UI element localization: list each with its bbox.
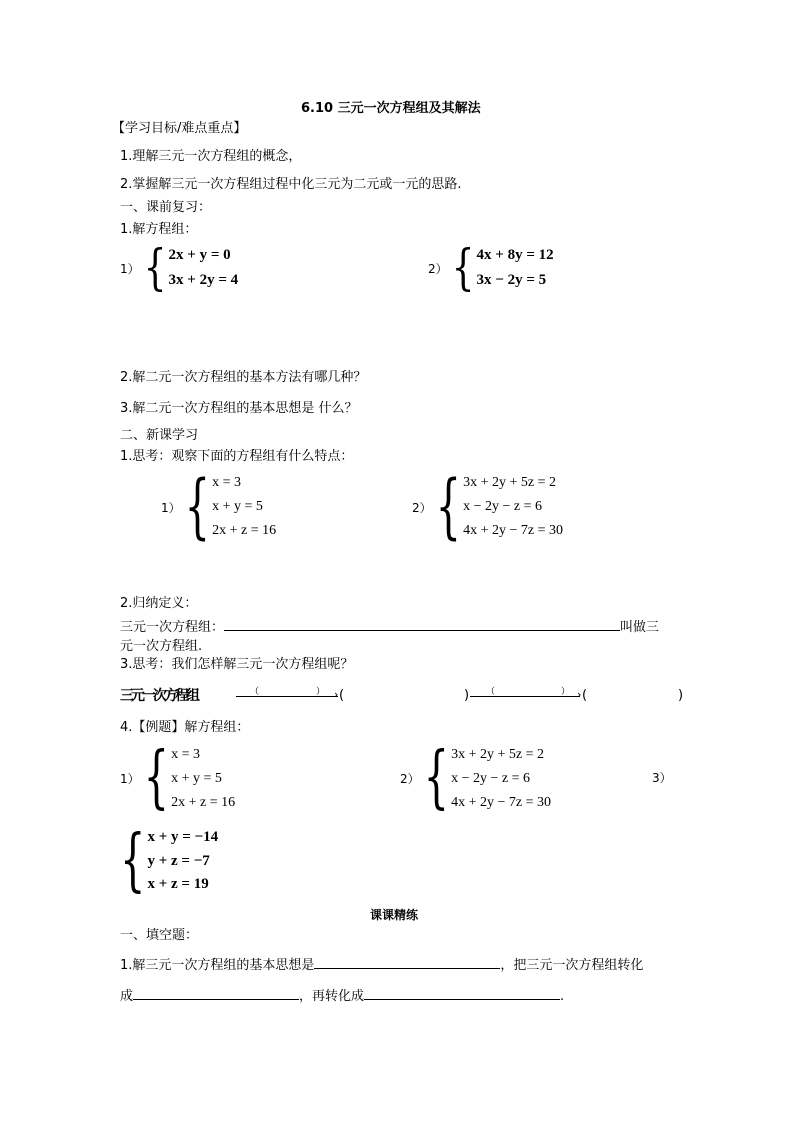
review-question-1: 1.解方程组： — [120, 222, 198, 237]
review-question-3: 3.解二元一次方程组的基本思想是 什么？ — [120, 401, 358, 416]
equation-list — [171, 743, 235, 813]
arrow-right-icon: › — [334, 688, 339, 701]
equation-list — [169, 243, 239, 293]
fill-q1-text-d: ，再转化成 — [299, 989, 365, 1004]
brace-icon: { — [184, 466, 211, 548]
objectives-header: 【学习目标/难点重点】 — [112, 121, 247, 136]
equation: x − 2y − z = 6 — [463, 499, 542, 514]
example-header: 4.【例题】解方程组： — [120, 720, 250, 735]
fill-q1-text-e: . — [560, 989, 565, 1004]
equation-list — [451, 743, 551, 813]
fill-question-1-cont — [120, 986, 564, 1005]
flow-paren-4: ） — [561, 687, 571, 697]
equation: 2x + y = 0 — [168, 247, 231, 263]
system-label: 1） — [120, 771, 140, 786]
practice-title: 课课精练 — [370, 908, 419, 922]
arrow-right-icon: › — [577, 688, 582, 701]
new-question-1: 1.思考：观察下面的方程组有什么特点： — [120, 449, 354, 464]
equation: x + y = −14 — [147, 829, 219, 845]
flow-paren-3: （ — [486, 687, 496, 697]
flow-paren-2: ） — [316, 687, 326, 697]
equation: 3x − 2y = 5 — [476, 272, 547, 288]
brace-icon: { — [451, 240, 475, 296]
observe-system-1 — [161, 466, 277, 548]
objective-1: 1.理解三元一次方程组的概念， — [120, 149, 302, 164]
definition-prefix: 三元一次方程组： — [120, 620, 225, 635]
example-label-3: 3） — [652, 771, 672, 785]
flow-blank-open: ( — [339, 688, 345, 703]
definition-header: 2.归纳定义： — [120, 596, 198, 611]
equation: 2x + z = 16 — [212, 523, 277, 538]
system-label: 2） — [412, 500, 432, 515]
think-question-3: 3.思考：我们怎样解三元一次方程组呢？ — [120, 657, 354, 672]
equation: 4x + 2y − 7z = 30 — [451, 795, 551, 810]
brace-icon: { — [143, 738, 170, 818]
fill-q1-text-a: 1.解三元一次方程组的基本思想是 — [120, 958, 315, 973]
fill-blank-2[interactable] — [133, 986, 299, 1000]
fill-header: 一、填空题： — [120, 928, 199, 943]
fill-q1-text-b: ，把三元一次方程组转化 — [500, 958, 644, 973]
review-header: 一、课前复习： — [120, 200, 212, 215]
new-lesson-header: 二、新课学习 — [120, 428, 199, 443]
flow-blank-open-2: ( — [582, 688, 588, 703]
equation: x = 3 — [212, 475, 241, 490]
fill-blank-3[interactable] — [364, 986, 560, 1000]
equation: y + z = −7 — [147, 852, 210, 869]
fill-q1-text-c: 成 — [120, 989, 134, 1004]
flow-blank-close: ) — [464, 688, 470, 703]
definition-tail: 元一次方程组. — [120, 639, 203, 654]
brace-icon: { — [435, 466, 462, 548]
equation: x = 3 — [171, 747, 200, 762]
equation: 3x + 2y = 4 — [168, 272, 239, 288]
fill-blank-1[interactable] — [314, 955, 500, 969]
brace-icon: { — [423, 738, 450, 818]
flow-paren-1: （ — [250, 687, 260, 697]
system-label: 1） — [161, 500, 181, 515]
review-system-2 — [428, 240, 554, 296]
equation: x + z = 19 — [147, 876, 209, 892]
fill-question-1 — [120, 955, 643, 974]
equation-list — [147, 826, 218, 896]
definition-blank[interactable] — [224, 617, 620, 631]
observe-system-2 — [412, 466, 563, 548]
page-title: 6.10 三元一次方程组及其解法 — [301, 101, 481, 116]
equation: 2x + z = 16 — [171, 795, 236, 810]
review-system-1 — [120, 240, 239, 296]
brace-icon: { — [143, 240, 167, 296]
example-system-1 — [120, 738, 236, 818]
example-system-3 — [120, 821, 219, 901]
equation-list — [212, 471, 276, 543]
flow-blank-close-2: ) — [678, 688, 684, 703]
system-label: 2） — [428, 261, 448, 276]
flow-start-label: 三元一次方程组 — [120, 688, 197, 704]
equation: 4x + 2y − 7z = 30 — [463, 523, 563, 538]
system-label: 1） — [120, 261, 140, 276]
review-question-2: 2.解二元一次方程组的基本方法有哪几种？ — [120, 370, 367, 385]
definition-line — [120, 617, 659, 636]
equation: x + y = 5 — [171, 771, 222, 786]
equation: 3x + 2y + 5z = 2 — [463, 475, 556, 490]
example-system-2 — [400, 738, 551, 818]
equation-list — [477, 243, 554, 293]
system-label: 2） — [400, 771, 420, 786]
equation: 4x + 8y = 12 — [476, 247, 554, 263]
equation: x − 2y − z = 6 — [451, 771, 530, 786]
equation: x + y = 5 — [212, 499, 263, 514]
brace-icon: { — [120, 821, 146, 901]
equation-list — [463, 471, 563, 543]
definition-suffix: 叫做三 — [620, 620, 660, 635]
objective-2: 2.掌握解三元一次方程组过程中化三元为二元或一元的思路. — [120, 177, 462, 192]
equation: 3x + 2y + 5z = 2 — [451, 747, 544, 762]
